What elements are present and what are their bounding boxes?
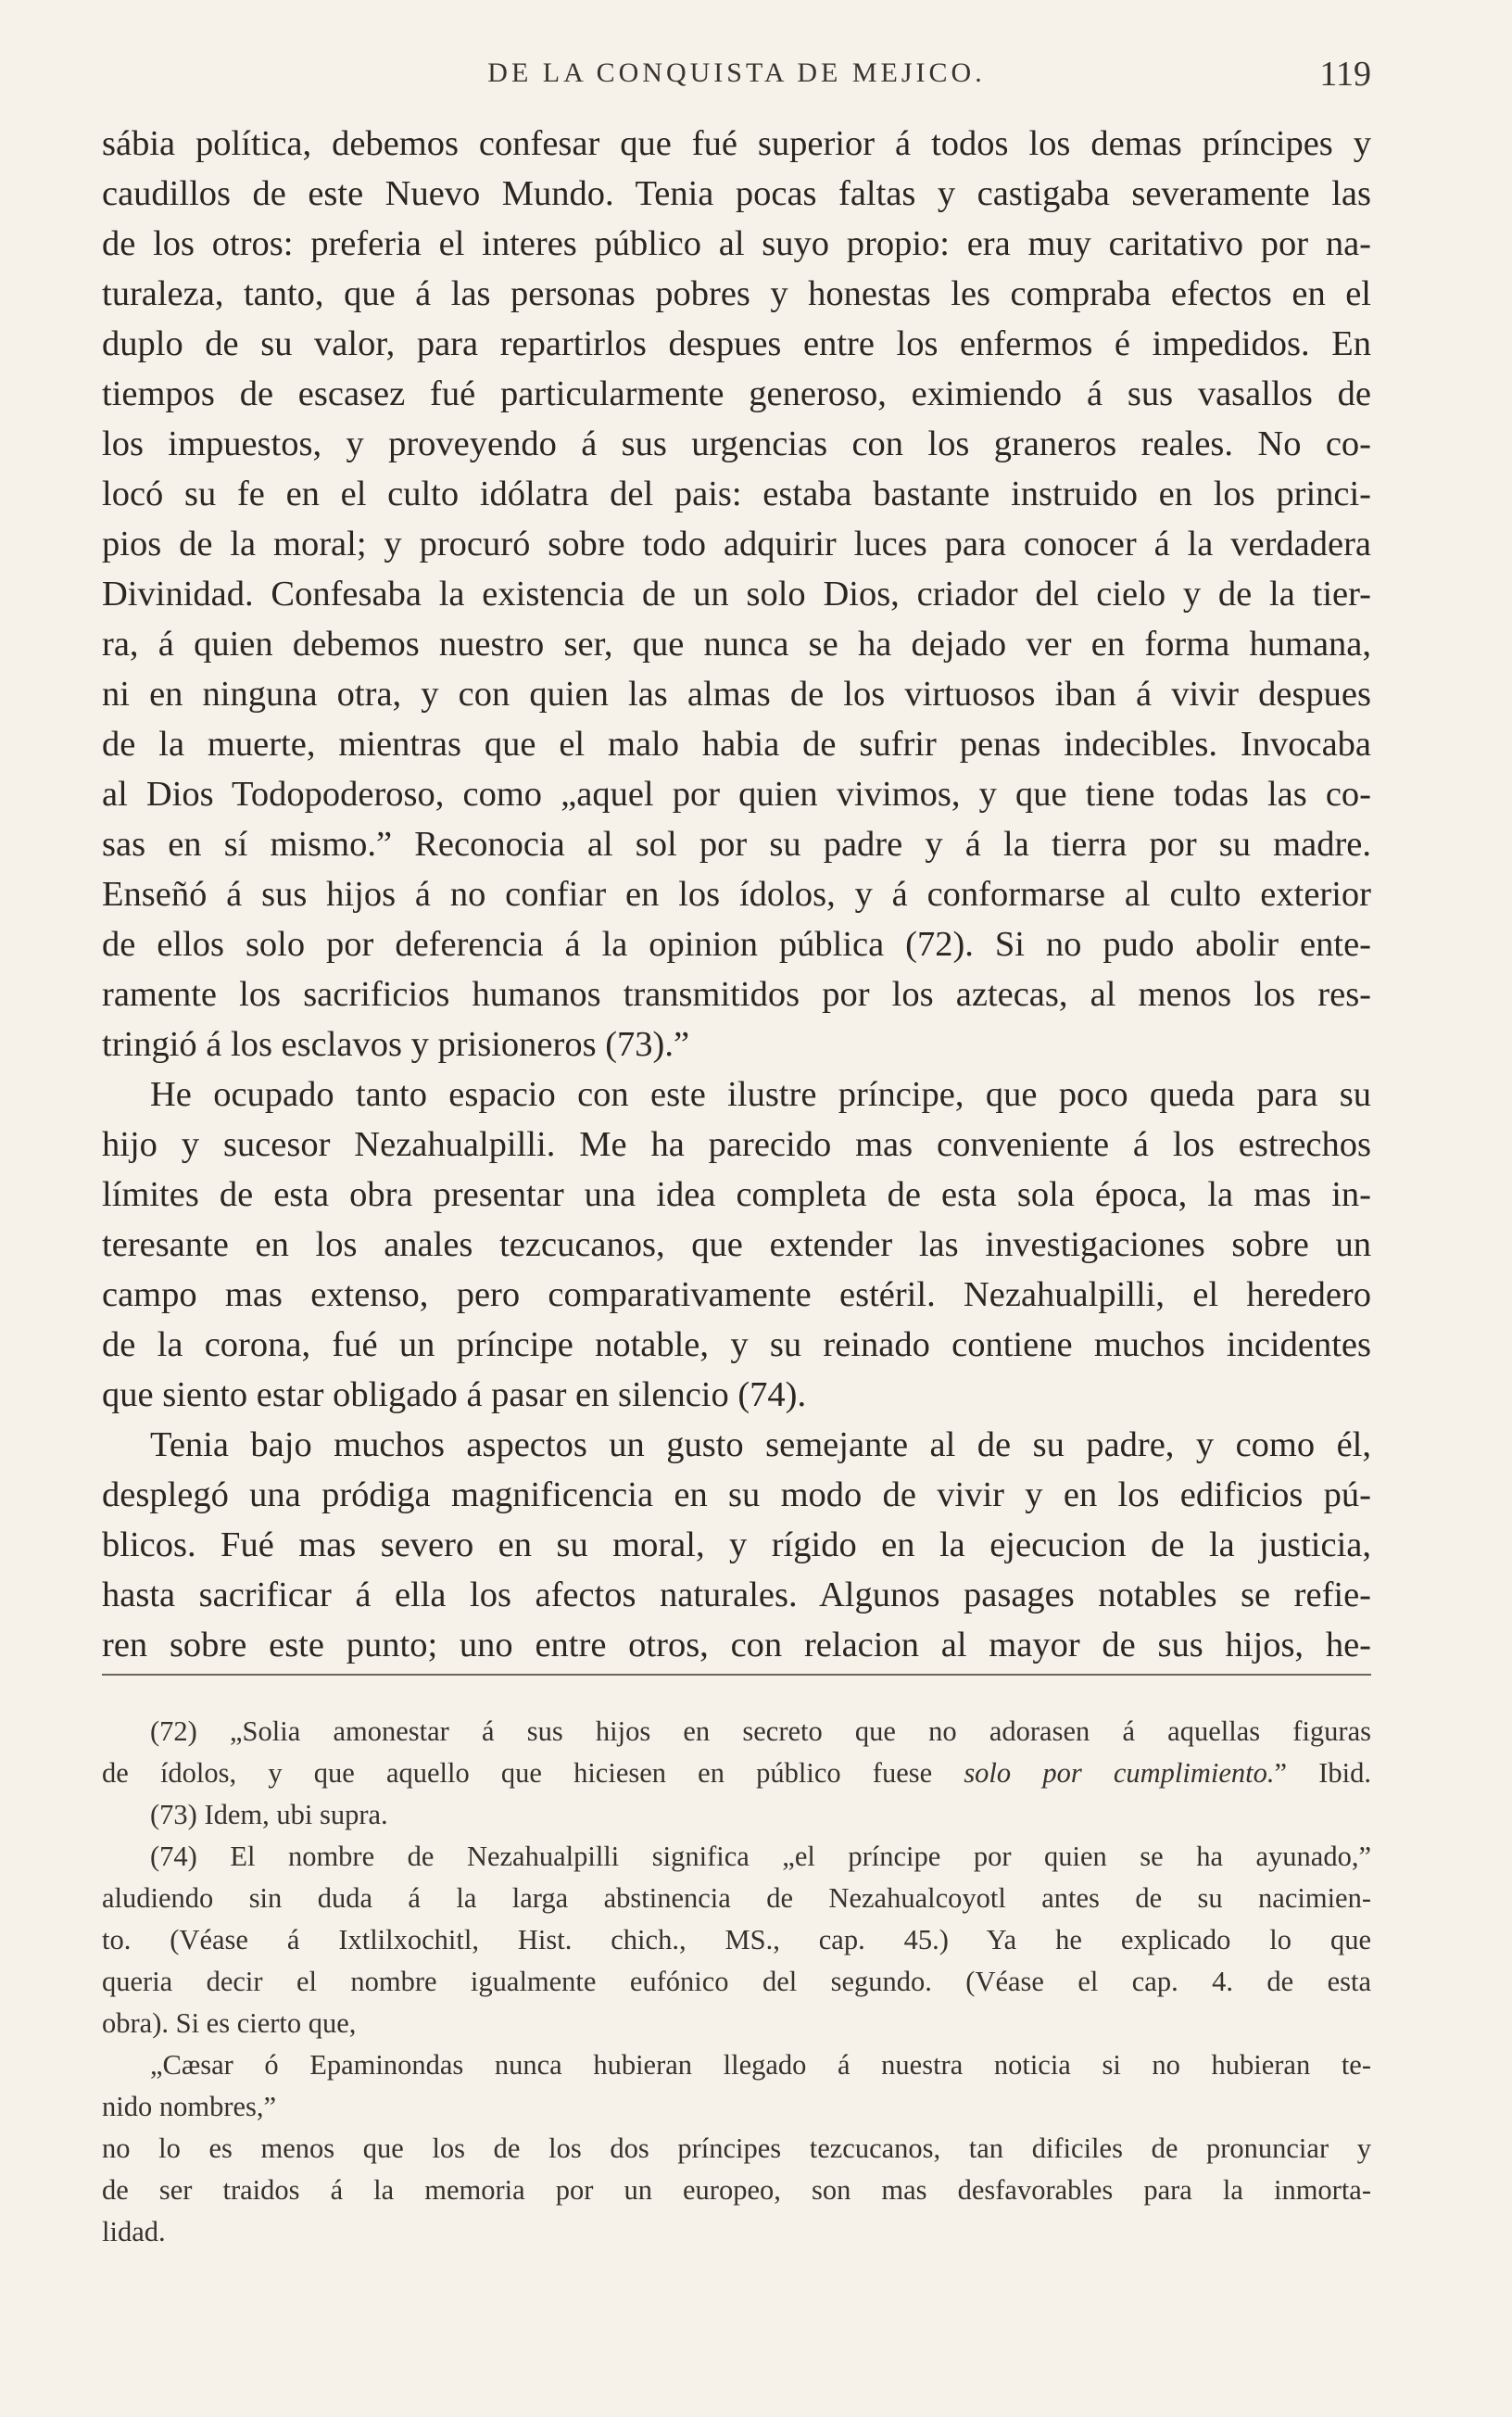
text-line: límites de esta obra presentar una idea completa de esta sola época, la mas in-	[102, 1175, 1371, 1214]
footnotes	[102, 1711, 1371, 2253]
main-text	[102, 119, 1371, 1670]
text-line: He ocupado tanto espacio con este ilustre príncipe, que poco queda para su	[150, 1075, 1371, 1114]
text-line: Tenia bajo muchos aspectos un gusto semejante al de su padre, y como él,	[150, 1425, 1371, 1464]
footnote-72-ibid: ” Ibid.	[1274, 1757, 1371, 1789]
footnote-74-line: no lo es menos que los de los dos príncipes tezcucanos, tan dificiles de pronunciar y	[102, 2132, 1371, 2164]
footnote-72-line	[102, 1753, 1371, 1794]
footnote-73: (73) Idem, ubi supra.	[150, 1799, 388, 1830]
footnote-74-line: to. (Véase á Ixtlilxochitl, Hist. chich., MS., cap. 45.) Ya he explicado lo que	[102, 1924, 1371, 1955]
text-line: al Dios Todopoderoso, como „aquel por quien vivimos, y que tiene todas las co-	[102, 775, 1371, 814]
footnote-74-line: de ser traidos á la memoria por un europeo, son mas desfavorables para la inmorta-	[102, 2174, 1371, 2206]
text-line: hijo y sucesor Nezahualpilli. Me ha parecido mas conveniente á los estrechos	[102, 1125, 1371, 1164]
text-line: que siento estar obligado á pasar en silencio (74).	[102, 1375, 807, 1414]
footnote-72-line: (72) „Solia amonestar á sus hijos en secreto que no adorasen á aquellas figuras	[150, 1715, 1371, 1747]
text-line: teresante en los anales tezcucanos, que extender las investigaciones sobre un	[102, 1225, 1371, 1264]
text-line: Enseñó á sus hijos á no confiar en los ídolos, y á conformarse al culto exterior	[102, 875, 1371, 914]
running-title: DE LA CONQUISTA DE MEJICO.	[487, 57, 986, 88]
text-line: turaleza, tanto, que á las personas pobres y honestas les compraba efectos en el	[102, 274, 1371, 313]
text-line: sas en sí mismo.” Reconocia al sol por su padre y á la tierra por su madre.	[102, 825, 1371, 864]
text-line: sábia política, debemos confesar que fué superior á todos los demas príncipes y	[102, 124, 1371, 163]
text-line: duplo de su valor, para repartirlos despues entre los enfermos é impedidos. En	[102, 324, 1371, 363]
text-line: blicos. Fué mas severo en su moral, y rígido en la ejecucion de la justicia,	[102, 1525, 1371, 1564]
text-line: de la corona, fué un príncipe notable, y su reinado contiene muchos incidentes	[102, 1325, 1371, 1364]
footnote-72-italic: solo por cumplimiento.	[964, 1757, 1275, 1789]
page-number: 119	[1319, 55, 1371, 94]
text-line: ni en ninguna otra, y con quien las almas de los virtuosos iban á vivir despues	[102, 675, 1371, 714]
footnote-74-line: (74) El nombre de Nezahualpilli significa „el príncipe por quien se ha ayunado,”	[150, 1841, 1371, 1872]
text-line: hasta sacrificar á ella los afectos naturales. Algunos pasages notables se refie-	[102, 1575, 1371, 1614]
text-line: campo mas extenso, pero comparativamente estéril. Nezahualpilli, el heredero	[102, 1275, 1371, 1314]
text-line: locó su fe en el culto idólatra del pais: estaba bastante instruido en los princi-	[102, 475, 1371, 513]
text-line: ramente los sacrificios humanos transmitidos por los aztecas, al menos los res-	[102, 975, 1371, 1014]
footnote-74-line: lidad.	[102, 2216, 166, 2247]
footnote-quote-line: „Cæsar ó Epaminondas nunca hubieran llegado á nuestra noticia si no hubieran te-	[150, 2049, 1371, 2081]
footnote-divider	[102, 1674, 1371, 1676]
running-head	[102, 57, 1371, 104]
text-line: pios de la moral; y procuró sobre todo adquirir luces para conocer á la verdadera	[102, 525, 1371, 563]
footnote-72-text: de ídolos, y que aquello que hiciesen en público fuese	[102, 1757, 964, 1789]
text-line: de la muerte, mientras que el malo habia de sufrir penas indecibles. Invocaba	[102, 725, 1371, 764]
footnote-74-line: obra). Si es cierto que,	[102, 2007, 357, 2039]
text-line: de los otros: preferia el interes público al suyo propio: era muy caritativo por na-	[102, 224, 1371, 263]
text-line: ren sobre este punto; uno entre otros, con relacion al mayor de sus hijos, he-	[102, 1626, 1371, 1664]
text-line: los impuestos, y proveyendo á sus urgencias con los graneros reales. No co-	[102, 424, 1371, 463]
text-line: tringió á los esclavos y prisioneros (73).”	[102, 1025, 690, 1064]
footnote-74-line: queria decir el nombre igualmente eufónico del segundo. (Véase el cap. 4. de esta	[102, 1966, 1371, 1997]
text-line: ra, á quien debemos nuestro ser, que nunca se ha dejado ver en forma humana,	[102, 625, 1371, 664]
text-line: tiempos de escasez fué particularmente generoso, eximiendo á sus vasallos de	[102, 374, 1371, 413]
text-line: de ellos solo por deferencia á la opinion pública (72). Si no pudo abolir ente-	[102, 925, 1371, 964]
footnote-quote-line: nido nombres,”	[102, 2091, 277, 2122]
text-line: Divinidad. Confesaba la existencia de un solo Dios, criador del cielo y de la tier-	[102, 575, 1371, 614]
footnote-74-line: aludiendo sin duda á la larga abstinencia de Nezahualcoyotl antes de su nacimien-	[102, 1882, 1371, 1914]
text-line: desplegó una pródiga magnificencia en su modo de vivir y en los edificios pú-	[102, 1475, 1371, 1514]
text-line: caudillos de este Nuevo Mundo. Tenia pocas faltas y castigaba severamente las	[102, 174, 1371, 213]
